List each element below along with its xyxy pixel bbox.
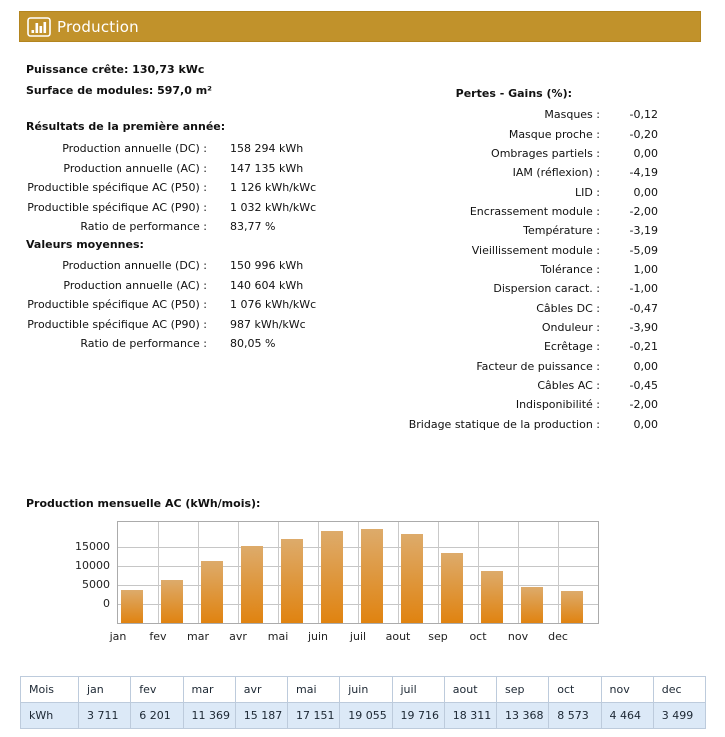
loss-value: -5,09 [629, 243, 658, 257]
section-title: Production [57, 17, 139, 36]
loss-label: Masque proche : [508, 127, 600, 141]
loss-value: -3,19 [629, 224, 658, 238]
table-header-cell: fev [131, 677, 183, 703]
loss-value: 0,00 [633, 146, 658, 160]
metric-label: Productible spécifique AC (P50) : [27, 181, 207, 195]
x-axis-label: nov [507, 630, 529, 643]
loss-row [280, 395, 658, 414]
metric-label: Ratio de performance : [80, 220, 207, 234]
losses-gains-rows [280, 105, 658, 434]
bar [481, 571, 503, 623]
loss-value: -0,12 [629, 108, 658, 122]
table-value-cell: 13 368 [497, 703, 549, 729]
table-value-cell: 15 187 [235, 703, 287, 729]
grid-line-v [478, 522, 479, 623]
x-axis-label: jan [109, 630, 127, 643]
loss-value: -2,00 [629, 204, 658, 218]
first-year-title: Résultats de la première année: [26, 120, 226, 133]
loss-value: -0,47 [629, 301, 658, 315]
metric-label: Production annuelle (AC) : [63, 278, 207, 292]
x-axis-label: fev [149, 630, 167, 643]
chart-title: Production mensuelle AC (kWh/mois): [26, 497, 261, 510]
table-header-cell: aout [444, 677, 496, 703]
table-header-cell: juin [340, 677, 392, 703]
metric-label: Ratio de performance : [80, 337, 207, 351]
loss-value: -0,20 [629, 127, 658, 141]
grid-line-v [278, 522, 279, 623]
table-value-cell: 8 573 [549, 703, 601, 729]
loss-row [280, 337, 658, 356]
metric-label: Productible spécifique AC (P90) : [27, 317, 207, 331]
table-header-cell: jan [79, 677, 131, 703]
table-header-cell: juil [392, 677, 444, 703]
table-header-cell: oct [549, 677, 601, 703]
loss-row [280, 415, 658, 434]
section-header-bar [19, 11, 701, 42]
loss-value: -2,00 [629, 398, 658, 412]
loss-label: Ombrages partiels : [491, 146, 600, 160]
table-header-cell: Mois [21, 677, 79, 703]
grid-line-v [558, 522, 559, 623]
loss-label: Indisponibilité : [515, 398, 600, 412]
x-axis-label: juin [307, 630, 329, 643]
losses-gains-title: Pertes - Gains (%): [455, 87, 572, 100]
bar [441, 553, 463, 623]
metric-value: 140 604 kWh [230, 278, 304, 292]
metric-label: Production annuelle (DC) : [62, 259, 207, 273]
bar [521, 587, 543, 623]
bar-chart-icon [27, 17, 51, 37]
loss-label: Encrassement module : [469, 204, 600, 218]
x-axis-label: avr [229, 630, 247, 643]
loss-label: Masques : [544, 108, 600, 122]
average-values-title: Valeurs moyennes: [26, 238, 144, 251]
metric-value: 150 996 kWh [230, 259, 304, 273]
x-axis-label: aout [385, 630, 411, 643]
metric-label: Production annuelle (DC) : [62, 142, 207, 156]
grid-line-v [158, 522, 159, 623]
x-axis-label: dec [548, 630, 568, 643]
loss-row [280, 163, 658, 182]
bar [401, 534, 423, 623]
table-value-cell: 18 311 [444, 703, 496, 729]
grid-line-v [358, 522, 359, 623]
grid-line-v [438, 522, 439, 623]
loss-row [280, 279, 658, 298]
table-value-cell: 17 151 [288, 703, 340, 729]
table-data-row [21, 703, 706, 729]
loss-row [280, 144, 658, 163]
loss-row [280, 318, 658, 337]
y-axis-label: 10000 [75, 558, 110, 572]
loss-row [280, 240, 658, 259]
bar [321, 531, 343, 623]
metric-value: 1 032 kWh/kWc [230, 200, 317, 214]
monthly-table-wrap [20, 676, 706, 729]
table-value-cell: 11 369 [183, 703, 235, 729]
bar [561, 591, 583, 623]
monthly-production-chart [75, 522, 598, 643]
loss-row [280, 124, 658, 143]
table-value-cell: 4 464 [601, 703, 653, 729]
loss-value: -1,00 [629, 282, 658, 296]
y-axis-label: 5000 [82, 577, 110, 591]
table-header-cell: dec [653, 677, 705, 703]
peak-power-line: Puissance crête: 130,73 kWc [26, 63, 205, 76]
table-value-cell: 19 716 [392, 703, 444, 729]
metric-label: Productible spécifique AC (P50) : [27, 298, 207, 312]
bar [161, 580, 183, 623]
grid-line-v [318, 522, 319, 623]
metric-value: 1 076 kWh/kWc [230, 298, 317, 312]
loss-value: 0,00 [633, 359, 658, 373]
loss-label: Câbles AC : [537, 378, 600, 392]
loss-value: 0,00 [633, 417, 658, 431]
grid-line-v [398, 522, 399, 623]
loss-label: Onduleur : [541, 320, 600, 334]
table-value-cell: 6 201 [131, 703, 183, 729]
x-axis-label: sep [428, 630, 448, 643]
loss-label: Bridage statique de la production : [408, 417, 600, 431]
loss-row [280, 260, 658, 279]
monthly-production-table [20, 676, 706, 729]
loss-value: -4,19 [629, 166, 658, 180]
loss-label: IAM (réflexion) : [512, 166, 600, 180]
metric-value: 987 kWh/kWc [230, 317, 306, 331]
metric-value: 83,77 % [230, 220, 276, 234]
metric-label: Production annuelle (AC) : [63, 161, 207, 175]
bar [241, 546, 263, 623]
loss-row [280, 202, 658, 221]
loss-label: LID : [574, 185, 600, 199]
table-value-cell: 3 499 [653, 703, 705, 729]
loss-row [280, 356, 658, 375]
loss-row [280, 298, 658, 317]
loss-label: Dispersion caract. : [493, 282, 600, 296]
grid-line-v [518, 522, 519, 623]
x-axis-label: oct [469, 630, 487, 643]
x-axis-label: mar [187, 630, 209, 643]
loss-label: Câbles DC : [536, 301, 600, 315]
x-axis-label: mai [267, 630, 289, 643]
loss-label: Température : [523, 224, 600, 238]
grid-line-v [198, 522, 199, 623]
loss-value: -0,21 [629, 340, 658, 354]
table-header-row [21, 677, 706, 703]
table-value-cell: 3 711 [79, 703, 131, 729]
loss-row [280, 105, 658, 124]
metric-value: 80,05 % [230, 337, 276, 351]
table-value-cell: 19 055 [340, 703, 392, 729]
bar [201, 561, 223, 623]
loss-value: 1,00 [633, 262, 658, 276]
y-axis-label: 15000 [75, 539, 110, 553]
loss-row [280, 376, 658, 395]
y-axis-label: 0 [103, 596, 110, 610]
loss-label: Ecrêtage : [543, 340, 600, 354]
bar [281, 539, 303, 623]
loss-value: -0,45 [629, 378, 658, 392]
metric-value: 158 294 kWh [230, 142, 304, 156]
table-header-cell: avr [235, 677, 287, 703]
table-header-cell: mai [288, 677, 340, 703]
loss-label: Facteur de puissance : [476, 359, 600, 373]
grid-line-v [238, 522, 239, 623]
loss-value: -3,90 [629, 320, 658, 334]
metric-value: 147 135 kWh [230, 161, 304, 175]
table-header-cell: mar [183, 677, 235, 703]
metric-value: 1 126 kWh/kWc [230, 181, 317, 195]
table-header-cell: sep [497, 677, 549, 703]
module-area-line: Surface de modules: 597,0 m² [26, 84, 212, 97]
table-header-cell: nov [601, 677, 653, 703]
loss-value: 0,00 [633, 185, 658, 199]
bar [121, 590, 143, 623]
table-row-label: kWh [21, 703, 79, 729]
bar [361, 529, 383, 623]
loss-row [280, 221, 658, 240]
loss-row [280, 182, 658, 201]
x-axis-label: juil [349, 630, 367, 643]
loss-label: Vieillissement module : [471, 243, 600, 257]
metric-label: Productible spécifique AC (P90) : [27, 200, 207, 214]
loss-label: Tolérance : [540, 262, 600, 276]
